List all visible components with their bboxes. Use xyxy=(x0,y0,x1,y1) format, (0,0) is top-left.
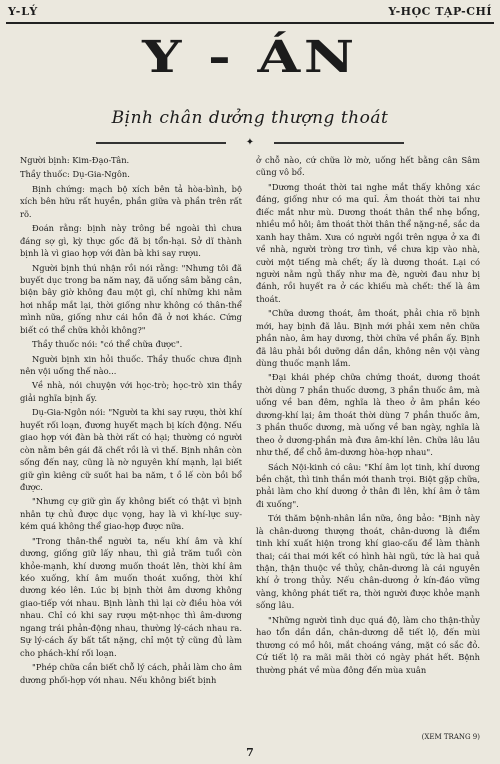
paragraph: Người bịnh thú nhận rồi nói rằng: "Nhưng tôi đã buyết dục trong ba năm nay, đã uống sâm bằng cân, biện bây giờ không đau một gì, chỉ những khi nằm hơi nhắp mắt lại, thời giống như không có thân-thể mình nữa, giống như cái hồn đã ở nơi khác. Cứng biết có thể chữa khỏi không?" xyxy=(20,262,242,335)
paragraph: Bịnh chứng: mạch bộ xích bên tả hòa-bình, bộ xích bên hữu rất huyền, phần giữa và phần trên rất rõ. xyxy=(20,183,242,219)
paragraph: Đoán rằng: bịnh này trông bề ngoài thì chưa đáng sợ gì, kỳ thực gốc đã bị tổn-hại. Sở dĩ thành bịnh là vì giao hợp với đàn bà khi say rượu. xyxy=(20,223,242,259)
paragraph: "Chữa dương thoát, âm thoát, phải chia rõ bịnh mới, hay bịnh đã lâu. Bịnh mới phải xem nên chữa phần nào, âm hay dương, thời chữa về phần ấy. Bịnh đã lâu phải bồi dưỡng dần dần, không nên vội vàng dùng thuốc mạnh lắm. xyxy=(256,308,480,368)
paragraph: ở chỗ nào, cứ chữa lờ mờ, uống hết bằng cân Sâm cũng vô bổ. xyxy=(256,155,480,178)
paragraph: "Dương thoát thời tai nghe mắt thấy không xác đáng, giống như có ma quỉ. Âm thoát thời tai như điếc mắt như mù. Dương thoát thân thể nhẹ bổng, nhiều mồ hôi; âm thoát thời thân thể nặng-nề, sắc da xanh hay thâm. Xưa có người ngồi trên ngựa ở xa đi về nhà, người tròng trơ tình, về chưa kịp vào nhà, cười một tiếng mà chết; ấy là dương thoát. Lại có người nằm ngủ thấy như ma đè, người đau như bị đánh, rồi huyết ra ở các khiếu mà chết: thế là âm thoát. xyxy=(256,181,480,304)
paragraph: "Trong thân-thể người ta, nếu khí âm và khí dương, giống giữ lấy nhau, thì giả trăm tuổi còn khỏe-mạnh, khí dương muốn thoát lên, thời khí âm kéo xuống, khí âm muốn thoát xuống, thời khí dương kéo lên. Lúc bị bịnh thời âm dương không giao-tiếp với nhau. Bịnh lành thì lại cờ điều hòa với nhau. Chỉ có khi say rượu mệt-nhọc thì âm-dương ngang trái phản-động nhau, thường lý-cách nhau ra. Sự lý-cách ấy bất tất nặng, chỉ một tỷ cũng đủ làm cho phách-khí rối loạn. xyxy=(20,535,242,658)
header-section: Y-LÝ xyxy=(8,5,39,18)
article-subtitle: Bịnh chân dưởng thượng thoát xyxy=(111,108,389,128)
subtitle-rule-right xyxy=(274,142,404,144)
paragraph: Thầy thuốc: Dụ-Gia-Ngôn. xyxy=(20,169,130,180)
paragraph: "Những người tình dục quá độ, làm cho thận-thủy hao tổn dần dần, chân-dương dễ tiết lộ, đến mùi thương có mồ hôi, mắt choáng váng, mặt có sắc đỏ. Cứ tiết lộ ra mãi mãi thời có ngày phát hết. Bệnh thường phát về mùa đông đến mùa xuân xyxy=(256,614,480,675)
paragraph: "Đại khái phép chữa chứng thoát, dương thoát thời dùng 7 phần thuốc dương, 3 phần thuốc âm, mà uống về ban đêm, nghĩa là theo ở âm phần kéo dương-khí lại; âm thoát thời dùng 7 phần thuốc âm, 3 phần thuốc dương, mà uống về ban ngày, nghĩa là theo ở dương-phần mà đưa âm-khí lên. Chữa lâu lâu như thế, để chỗ âm-dương hòa-hợp nhau". xyxy=(256,372,480,458)
article-title: Y - ÁN xyxy=(142,32,358,83)
subtitle-ornament: ✦ xyxy=(245,137,255,148)
header-rule xyxy=(6,22,494,24)
page-number: 7 xyxy=(246,746,254,759)
header-publication: Y-HỌC TẠP-CHÍ xyxy=(388,5,492,18)
subtitle-rule-left xyxy=(96,142,226,144)
paragraph: Tới thăm bệnh-nhân lần nữa, ông bảo: "Bịnh này là chân-dương thượng thoát, chân-dương là điểm tinh khí xuất hiện trong khí giao-cấu để làm thành thai; cái thai mới kết có hình hài ngũ, tức là hai quả thận, thận thuộc về thủy, chân-dương là cái nguyên khí ở trong thủy. Nếu chân-dương ở kín-đáo vững vàng, không phát tiết ra, thời người được khỏe mạnh sống lâu. xyxy=(256,513,480,611)
paragraph: Sách Nội-kinh có câu: "Khí âm lọt tinh, khí dương bền chặt, thì tinh thần mới thanh trọi. Biệt gặp chữa, phải làm cho khí dương ở thân đi lên, khí âm ở tâm đi xuống". xyxy=(256,461,480,509)
paragraph: Thầy thuốc nói: "có thể chữa được". xyxy=(32,339,183,350)
paragraph: "Phép chữa cần biết chỗ lý cách, phải làm cho âm dương phối-hợp với nhau. Nếu không biết bịnh xyxy=(20,662,242,685)
paragraph: "Nhưng cự giữ gìn ấy không biết có thật vì bịnh nhân tự chủ được dục vọng, hay là vì khí-lực suy-kém quá không thể giao-hợp được nữa. xyxy=(20,496,242,532)
continued-reference: (XEM TRANG 9) xyxy=(421,733,480,741)
paragraph: Người bịnh xin hỏi thuốc. Thầy thuốc chưa định nên vội uống thế nào... xyxy=(20,353,242,376)
right-column xyxy=(256,154,480,732)
paragraph: Người bịnh: Kim-Đạo-Tân. xyxy=(20,155,130,165)
left-column xyxy=(20,154,242,732)
paragraph: Về nhà, nói chuyện với học-trò; học-trò xin thầy giải nghĩa bịnh ấy. xyxy=(20,380,242,403)
paragraph: Dụ-Gia-Ngôn nói: "Người ta khi say rượu, thời khí huyết rối loạn, đương huyết mạch bị kích động. Nếu giao hợp với đàn bà thời rất có hại; thường có người còn nằm bên gái đã chết rồi là vì thế. Bịnh nhân còn sống đến nay, cũng là nờ nguyên khí mạnh, lại biết giữ gìn kiêng cữ suốt hai ba năm, t ồ lế còn bồi bổ được. xyxy=(20,407,242,492)
